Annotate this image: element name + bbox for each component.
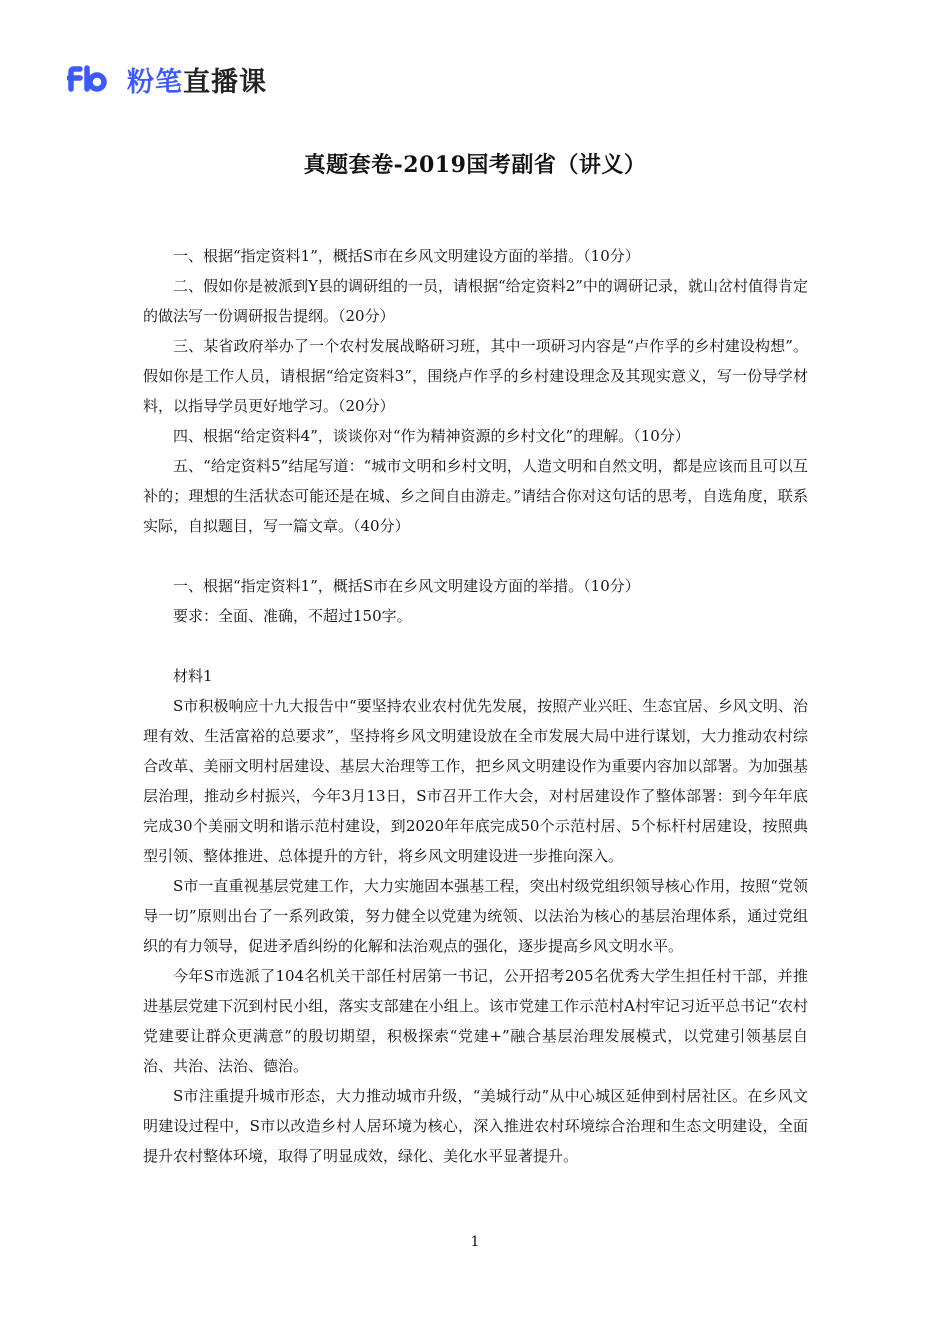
question-item: 一、根据“指定资料1”，概括S市在乡风文明建设方面的举措。（10分） <box>173 247 640 265</box>
detail-requirement: 要求：全面、准确，不超过150字。 <box>173 607 412 625</box>
material-paragraph: S市注重提升城市形态，大力推动城市升级，“美城行动”从中心城区延伸到村居社区。在乡风文明建设过程中，S市以改造乡村人居环境为核心，深入推进农村环境综合治理和生态文明建设，全面提升农村整体环境，取得了明显成效，绿化、美化水平显著提升。 <box>143 1087 808 1165</box>
logo-text <box>127 60 267 99</box>
material-paragraph: S市一直重视基层党建工作，大力实施固本强基工程，突出村级党组织领导核心作用，按照“党领导一切”原则出台了一系列政策，努力健全以党建为统领、以法治为核心的基层治理体系，通过党组织的有力领导，促进矛盾纠纷的化解和法治观点的强化，逐步提高乡风文明水平。 <box>143 877 808 955</box>
material-paragraph: 今年S市选派了104名机关干部任村居第一书记，公开招考205名优秀大学生担任村干部，并推进基层党建下沉到村民小组，落实支部建在小组上。该市党建工作示范村A村牢记习近平总书记“农村党建要让群众更满意”的殷切期望，积极探索“党建+”融合基层治理发展模式，以党建引领基层自治、共治、法治、德治。 <box>143 967 808 1075</box>
detail-question: 一、根据“指定资料1”，概括S市在乡风文明建设方面的举措。（10分） <box>173 577 640 595</box>
document-title: 真题套卷-2019国考副省（讲义） <box>303 152 647 178</box>
question-item: 五、“给定资料5”结尾写道：“城市文明和乡村文明，人造文明和自然文明，都是应该而且可以互补的；理想的生活状态可能还是在城、乡之间自由游走。”请结合你对这句话的思考，自选角度，联系实际，自拟题目，写一篇文章。（40分） <box>143 457 808 535</box>
page-number: 1 <box>470 1234 480 1250</box>
spacer <box>143 631 808 661</box>
question-item: 四、根据“给定资料4”，谈谈你对“作为精神资源的乡村文化”的理解。（10分） <box>173 427 690 445</box>
question-item: 三、某省政府举办了一个农村发展战略研习班，其中一项研习内容是“卢作孚的乡村建设构想”。假如你是工作人员，请根据“给定资料3”，围绕卢作孚的乡村建设理念及其现实意义，写一份导学材料，以指导学员更好地学习。（20分） <box>143 337 808 415</box>
material-paragraph: S市积极响应十九大报告中“要坚持农业农村优先发展，按照产业兴旺、生态宜居、乡风文明、治理有效、生活富裕的总要求”，坚持将乡风文明建设放在全市发展大局中进行谋划，大力推动农村综合改革、美丽文明村居建设、基层大治理等工作，把乡风文明建设作为重要内容加以部署。为加强基层治理，推动乡村振兴，今年3月13日，S市召开工作大会，对村居建设作了整体部署：到今年年底完成30个美丽文明和谐示范村建设，到2020年年底完成50个示范村居、5个标杆村居建设，按照典型引领、整体推进、总体提升的方针，将乡风文明建设进一步推向深入。 <box>143 697 808 865</box>
logo-brand-text: 粉笔 <box>127 66 183 98</box>
spacer <box>143 541 808 571</box>
brand-logo <box>67 62 267 96</box>
document-body <box>143 241 808 1171</box>
question-item: 二、假如你是被派到Y县的调研组的一员，请根据“给定资料2”中的调研记录，就山岔村值得肯定的做法写一份调研报告提纲。（20分） <box>143 277 808 325</box>
question-detail <box>143 571 808 631</box>
logo-suffix-text: 直播课 <box>183 66 267 98</box>
fb-logo-icon <box>67 65 117 93</box>
question-list <box>143 241 808 541</box>
material-heading: 材料1 <box>173 667 213 685</box>
material-section <box>143 661 808 1171</box>
